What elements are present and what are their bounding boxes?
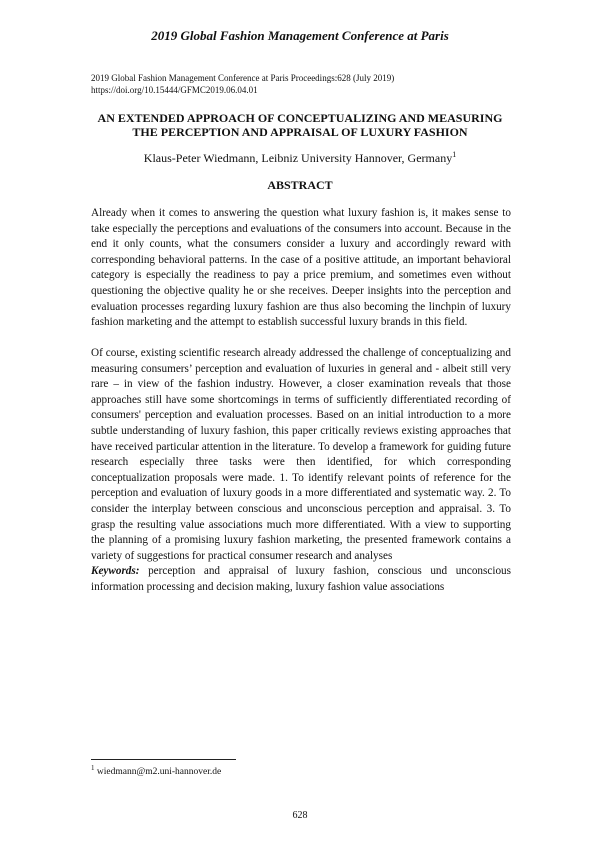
footnote-email[interactable]: wiedmann@m2.uni-hannover.de: [94, 767, 222, 778]
page-number: 628: [292, 810, 308, 821]
keywords-label: Keywords:: [91, 565, 140, 577]
author-footnote-mark: 1: [452, 150, 457, 159]
footnote: [91, 764, 491, 777]
abstract-paragraph-1: Already when it comes to answering the question what luxury fashion is, it makes sense to take especially the perceptions and evaluations of the consumers into account. Because in the end it only counts, what the consumers consider a luxury and accordingly reward with corresponding behavioral patterns. In the case of a positive attitude, an important behavioral category is especially the readiness to pay a price premium, and sometimes even without questioning the objective quality he or she receives. Deeper insights into the perception and evaluation processes regarding luxury fashion are thus also becoming the linchpin of luxury fashion marketing and the attempt to establish successful luxury brands in this field.: [91, 207, 511, 329]
keywords-paragraph: [91, 564, 511, 595]
proceedings-citation: 2019 Global Fashion Management Conference at Paris Proceedings:628 (July 2019): [91, 73, 395, 83]
abstract-paragraph-2: Of course, existing scientific research already addressed the challenge of conceptualizing and measuring consumers’ perception and evaluation of luxuries in general and - albeit still very rare – in view of the fashion industry. However, a closer examination reveals that those approaches still have some shortcomings in terms of sufficiently differentiated recording of consumers' perception and evaluation processes. Based on an initial introduction to a more subtle understanding of luxury fashion, this paper critically reviews existing approaches that have received particular attention in the literature. To develop a framework for guiding future research especially three tasks were then identified, for which corresponding conceptualization proposals were made. 1. To identify relevant points of reference for the perception and evaluation of luxury goods in a more differentiated and systematic way. 2. To consider the interplay between conscious and unconscious perception and appraisal. 3. To grasp the resulting value associations much more differentiated. With a view to supporting the planning of a promising luxury fashion marketing, the presented framework contains a variety of suggestions for practical consumer research and analyses: [91, 347, 511, 562]
author-line: [0, 150, 600, 166]
paper-title: [60, 111, 540, 139]
doi-link[interactable]: https://doi.org/10.15444/GFMC2019.06.04.01: [91, 85, 258, 95]
abstract-heading: ABSTRACT: [267, 178, 333, 192]
paper-title-line-2: THE PERCEPTION AND APPRAISAL OF LUXURY FASHION: [132, 125, 468, 139]
keywords-text: perception and appraisal of luxury fashion, conscious und unconscious information processing and decision making, luxury fashion value associations: [91, 565, 511, 593]
author-name-affiliation: Klaus-Peter Wiedmann, Leibniz University Hannover, Germany: [143, 151, 453, 165]
proceedings-info: [91, 72, 521, 96]
paper-title-line-1: AN EXTENDED APPROACH OF CONCEPTUALIZING AND MEASURING: [97, 111, 503, 125]
running-head: 2019 Global Fashion Management Conference at Paris: [151, 28, 449, 43]
footnote-divider: [91, 759, 236, 760]
footnote-mark: 1: [91, 764, 95, 772]
